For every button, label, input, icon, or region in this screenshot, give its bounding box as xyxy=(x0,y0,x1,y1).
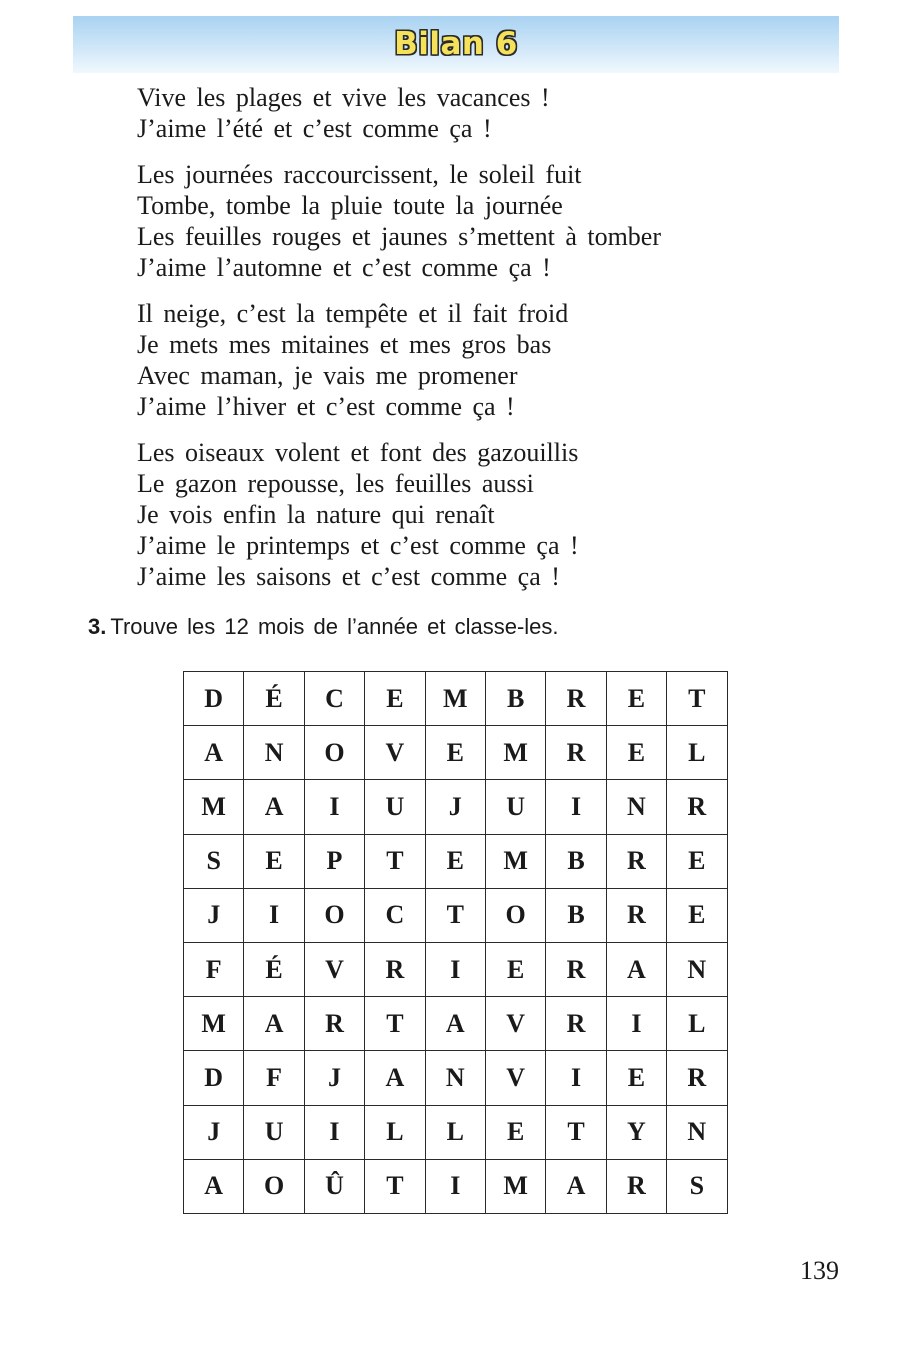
poem-line: Avec maman, je vais me promener xyxy=(137,361,518,390)
grid-cell: O xyxy=(304,888,364,942)
poem-stanza xyxy=(137,82,837,144)
grid-row xyxy=(184,726,728,780)
grid-row xyxy=(184,672,728,726)
grid-row xyxy=(184,780,728,834)
grid-cell: A xyxy=(184,1159,244,1213)
grid-cell: R xyxy=(606,1159,666,1213)
grid-cell: E xyxy=(365,672,425,726)
grid-cell: T xyxy=(365,997,425,1051)
poem xyxy=(137,82,837,607)
grid-row xyxy=(184,997,728,1051)
exercise-number: 3. xyxy=(88,614,107,639)
exercise-text: Trouve les 12 mois de l’année et classe-les. xyxy=(110,614,559,639)
grid-cell: B xyxy=(546,888,606,942)
grid-cell: V xyxy=(485,1051,545,1105)
grid-cell: J xyxy=(184,1105,244,1159)
grid-cell: A xyxy=(425,997,485,1051)
grid-cell: A xyxy=(365,1051,425,1105)
grid-cell: T xyxy=(667,672,727,726)
grid-cell: C xyxy=(304,672,364,726)
grid-cell: F xyxy=(244,1051,304,1105)
grid-cell: Û xyxy=(304,1159,364,1213)
grid-cell: R xyxy=(546,942,606,996)
grid-cell: N xyxy=(606,780,666,834)
grid-cell: L xyxy=(667,997,727,1051)
grid-cell: R xyxy=(606,888,666,942)
grid-cell: F xyxy=(184,942,244,996)
grid-cell: I xyxy=(425,1159,485,1213)
grid-row xyxy=(184,1105,728,1159)
grid-cell: T xyxy=(365,834,425,888)
poem-line: Les journées raccourcissent, le soleil fuit xyxy=(137,160,582,189)
grid-cell: E xyxy=(667,888,727,942)
grid-cell: I xyxy=(546,1051,606,1105)
grid-cell: R xyxy=(546,672,606,726)
grid-cell: O xyxy=(244,1159,304,1213)
grid-cell: R xyxy=(667,780,727,834)
grid-cell: L xyxy=(667,726,727,780)
grid-cell: N xyxy=(244,726,304,780)
grid-cell: M xyxy=(184,997,244,1051)
header-band xyxy=(73,16,839,73)
grid-cell: E xyxy=(485,1105,545,1159)
grid-cell: R xyxy=(546,726,606,780)
grid-cell: M xyxy=(485,1159,545,1213)
page-number: 139 xyxy=(800,1256,839,1285)
grid-cell: R xyxy=(304,997,364,1051)
grid-cell: E xyxy=(667,834,727,888)
grid-cell: M xyxy=(425,672,485,726)
poem-stanza xyxy=(137,298,837,422)
grid-cell: E xyxy=(244,834,304,888)
grid-cell: R xyxy=(546,997,606,1051)
grid-cell: T xyxy=(365,1159,425,1213)
grid-row xyxy=(184,1051,728,1105)
grid-cell: S xyxy=(667,1159,727,1213)
poem-line: Les feuilles rouges et jaunes s’mettent à tomber xyxy=(137,222,662,251)
grid-cell: J xyxy=(184,888,244,942)
grid-cell: T xyxy=(425,888,485,942)
grid-cell: N xyxy=(425,1051,485,1105)
grid-cell: V xyxy=(365,726,425,780)
grid-cell: E xyxy=(425,726,485,780)
grid-cell: E xyxy=(606,726,666,780)
grid-cell: A xyxy=(244,997,304,1051)
poem-line: J’aime les saisons et c’est comme ça ! xyxy=(137,562,560,591)
grid-cell: I xyxy=(304,780,364,834)
grid-cell: A xyxy=(546,1159,606,1213)
grid-cell: O xyxy=(304,726,364,780)
poem-line: J’aime l’été et c’est comme ça ! xyxy=(137,114,492,143)
poem-line: J’aime l’automne et c’est comme ça ! xyxy=(137,253,551,282)
poem-stanza xyxy=(137,159,837,283)
poem-line: Les oiseaux volent et font des gazouillis xyxy=(137,438,579,467)
word-search-grid xyxy=(183,671,728,1214)
grid-cell: T xyxy=(546,1105,606,1159)
grid-cell: J xyxy=(425,780,485,834)
grid-cell: E xyxy=(606,1051,666,1105)
grid-cell: É xyxy=(244,942,304,996)
grid-cell: U xyxy=(365,780,425,834)
grid-cell: M xyxy=(485,834,545,888)
grid-cell: A xyxy=(606,942,666,996)
grid-row xyxy=(184,942,728,996)
grid-row xyxy=(184,834,728,888)
grid-cell: P xyxy=(304,834,364,888)
poem-line: Tombe, tombe la pluie toute la journée xyxy=(137,191,563,220)
grid-cell: B xyxy=(546,834,606,888)
grid-cell: J xyxy=(304,1051,364,1105)
poem-stanza xyxy=(137,437,837,592)
grid-cell: E xyxy=(485,942,545,996)
grid-cell: L xyxy=(425,1105,485,1159)
page-title: Bilan 6 xyxy=(394,26,518,62)
grid-cell: Y xyxy=(606,1105,666,1159)
grid-cell: D xyxy=(184,672,244,726)
grid-cell: V xyxy=(485,997,545,1051)
grid-cell: U xyxy=(244,1105,304,1159)
grid-cell: I xyxy=(606,997,666,1051)
grid-cell: E xyxy=(425,834,485,888)
grid-row xyxy=(184,1159,728,1213)
grid-cell: N xyxy=(667,1105,727,1159)
grid-cell: B xyxy=(485,672,545,726)
grid-cell: R xyxy=(606,834,666,888)
grid-cell: L xyxy=(365,1105,425,1159)
grid-cell: D xyxy=(184,1051,244,1105)
poem-line: Je vois enfin la nature qui renaît xyxy=(137,500,495,529)
grid-cell: V xyxy=(304,942,364,996)
grid-cell: O xyxy=(485,888,545,942)
poem-line: Je mets mes mitaines et mes gros bas xyxy=(137,330,552,359)
grid-row xyxy=(184,888,728,942)
grid-cell: C xyxy=(365,888,425,942)
poem-line: Vive les plages et vive les vacances ! xyxy=(137,83,550,112)
exercise-instruction xyxy=(88,614,559,640)
grid-cell: I xyxy=(546,780,606,834)
grid-cell: I xyxy=(244,888,304,942)
grid-cell: M xyxy=(184,780,244,834)
grid-cell: I xyxy=(304,1105,364,1159)
grid-cell: A xyxy=(184,726,244,780)
grid-cell: S xyxy=(184,834,244,888)
grid-cell: É xyxy=(244,672,304,726)
grid-cell: I xyxy=(425,942,485,996)
grid-cell: N xyxy=(667,942,727,996)
poem-line: J’aime l’hiver et c’est comme ça ! xyxy=(137,392,515,421)
poem-line: Il neige, c’est la tempête et il fait froid xyxy=(137,299,569,328)
grid-cell: A xyxy=(244,780,304,834)
grid-cell: E xyxy=(606,672,666,726)
grid-cell: R xyxy=(667,1051,727,1105)
grid-cell: R xyxy=(365,942,425,996)
poem-line: Le gazon repousse, les feuilles aussi xyxy=(137,469,534,498)
poem-line: J’aime le printemps et c’est comme ça ! xyxy=(137,531,579,560)
grid-cell: U xyxy=(485,780,545,834)
grid-cell: M xyxy=(485,726,545,780)
